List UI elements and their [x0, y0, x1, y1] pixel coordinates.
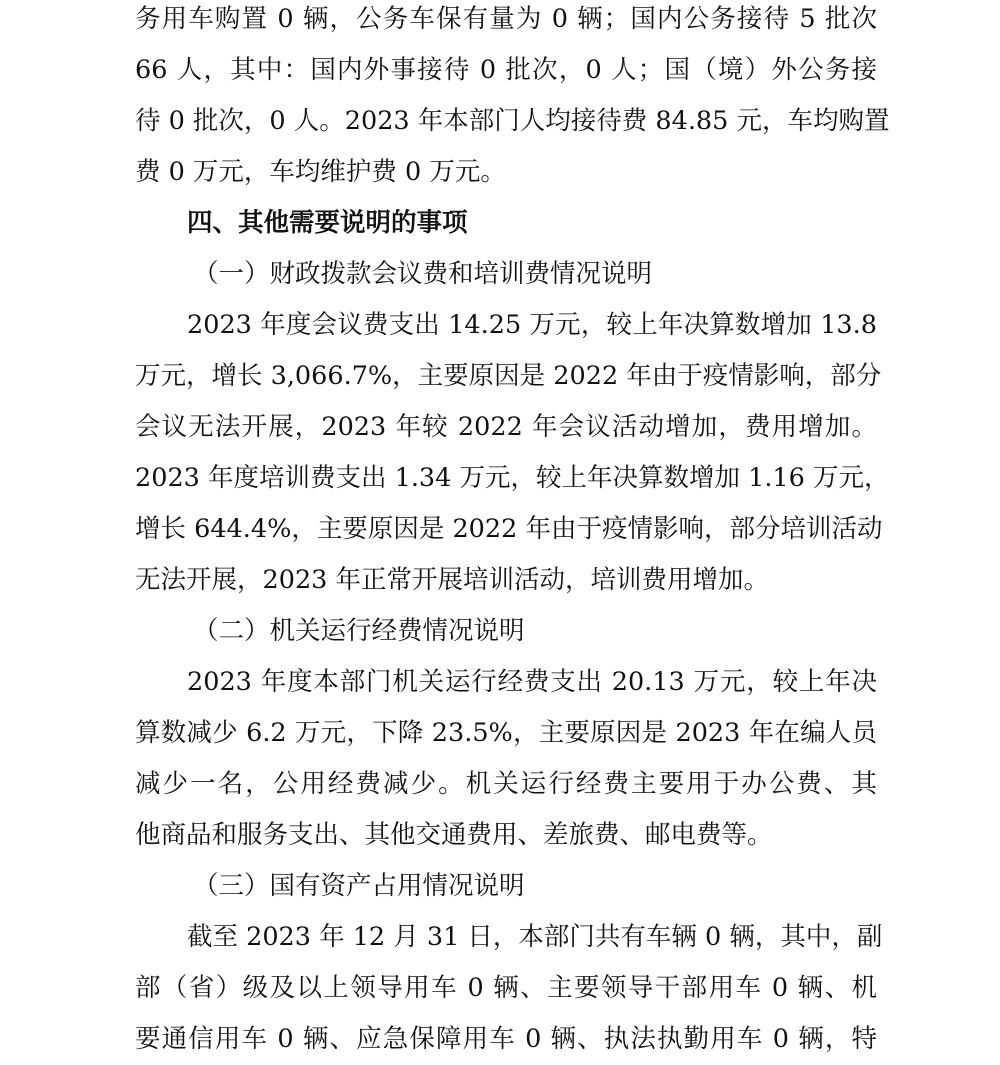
subsection-heading: （二）机关运行经费情况说明: [193, 616, 525, 646]
paragraph-line: 2023 年度会议费支出 14.25 万元，较上年决算数增加 13.8: [187, 310, 877, 340]
subsection-heading: （一）财政拨款会议费和培训费情况说明: [193, 259, 653, 289]
paragraph-line: 无法开展，2023 年正常开展培训活动，培训费用增加。: [135, 565, 770, 595]
paragraph-line: 要通信用车 0 辆、应急保障用车 0 辆、执法执勤用车 0 辆，特: [135, 1024, 877, 1054]
subsection-heading: （三）国有资产占用情况说明: [193, 871, 525, 901]
paragraph-line: 待 0 批次，0 人。2023 年本部门人均接待费 84.85 元，车均购置: [135, 106, 890, 136]
paragraph-line: 2023 年度本部门机关运行经费支出 20.13 万元，较上年决: [187, 667, 877, 697]
paragraph-line: 66 人，其中：国内外事接待 0 批次，0 人；国（境）外公务接: [135, 55, 877, 85]
paragraph-line: 部（省）级及以上领导用车 0 辆、主要领导干部用车 0 辆、机: [135, 973, 877, 1003]
paragraph-line: 算数减少 6.2 万元，下降 23.5%，主要原因是 2023 年在编人员: [135, 718, 877, 748]
paragraph-line: 费 0 万元，车均维护费 0 万元。: [135, 157, 506, 187]
paragraph-line: 万元，增长 3,066.7%，主要原因是 2022 年由于疫情影响，部分: [135, 361, 882, 391]
paragraph-line: 增长 644.4%，主要原因是 2022 年由于疫情影响，部分培训活动: [135, 514, 883, 544]
document-body: [135, 0, 890, 1065]
paragraph-line: 2023 年度培训费支出 1.34 万元，较上年决算数增加 1.16 万元，: [135, 463, 890, 493]
paragraph-line: 减少一名，公用经费减少。机关运行经费主要用于办公费、其: [135, 769, 877, 799]
paragraph-line: 截至 2023 年 12 月 31 日，本部门共有车辆 0 辆，其中，副: [187, 922, 883, 952]
paragraph-line: 务用车购置 0 辆，公务车保有量为 0 辆；国内公务接待 5 批次: [135, 4, 877, 34]
paragraph-line: 他商品和服务支出、其他交通费用、差旅费、邮电费等。: [135, 820, 773, 850]
paragraph-line: 会议无法开展，2023 年较 2022 年会议活动增加，费用增加。: [135, 412, 877, 442]
section-heading: 四、其他需要说明的事项: [187, 208, 468, 238]
